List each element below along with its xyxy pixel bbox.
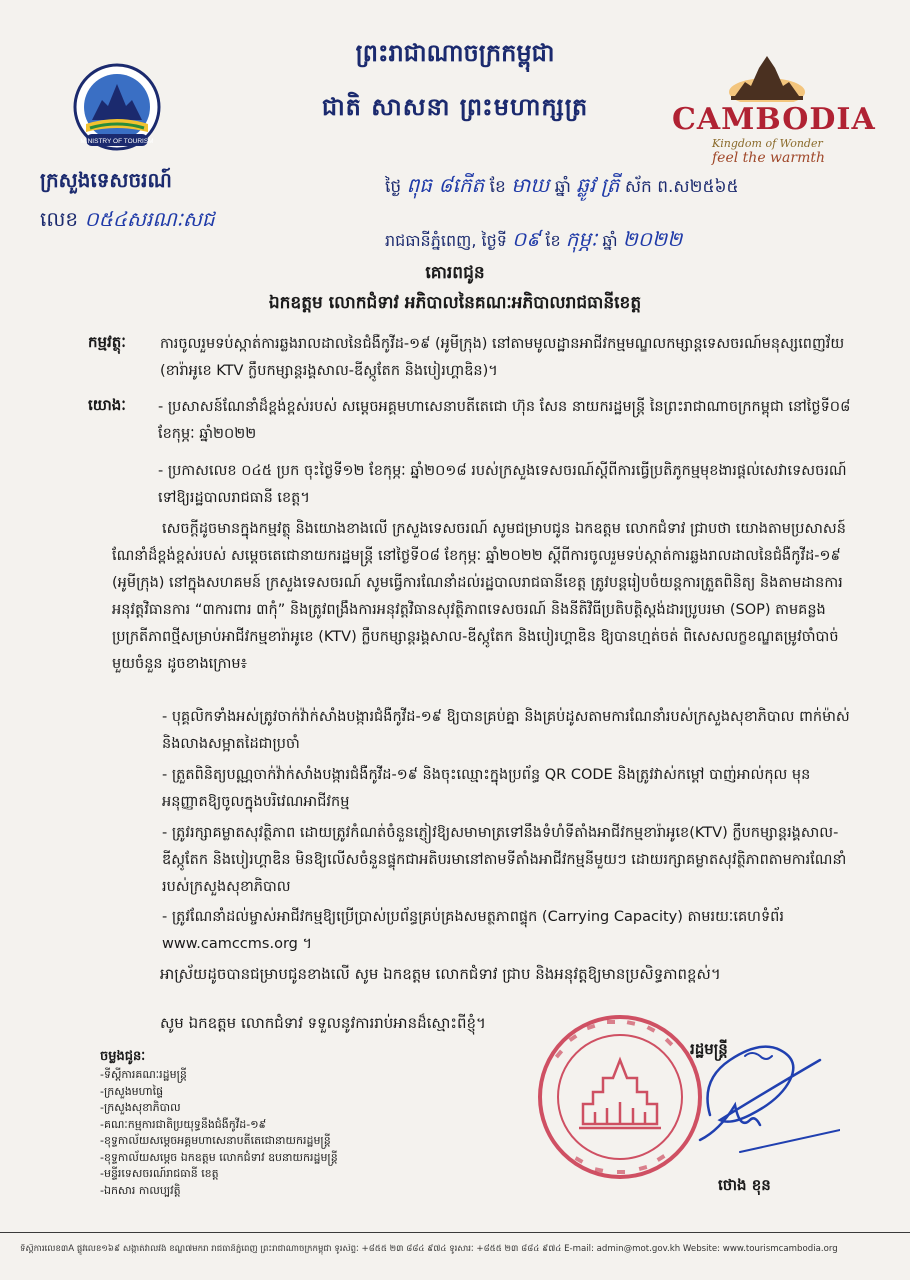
cc-title: ចម្លងជូនៈ (100, 1049, 146, 1064)
lunar-month-label: ខែ (489, 177, 506, 197)
subject-label: កម្មវត្ថុៈ (88, 333, 126, 351)
lunar-day-label: ថ្ងៃ (385, 177, 402, 197)
brand-wordmark: CAMBODIA (672, 102, 876, 137)
cc-item: -ទីស្តីការគណៈរដ្ឋមន្ត្រី (100, 1068, 187, 1081)
issuing-ministry: ក្រសួងទេសចរណ៍ (40, 168, 172, 192)
cc-list (100, 1067, 338, 1199)
brand-subtitle: Kingdom of Wonder (712, 137, 823, 150)
reference-item: - ប្រកាសលេខ ០៤៥ ប្រក ចុះថ្ងៃទី១២ ខែកុម្ភៈ ឆ្នាំ២០១៨ របស់ក្រសួងទេសចរណ៍ស្តីពីការធ្វើប្រតិភូកម្មមុខងារផ្តល់សេវាទេសចរណ៍ទៅឱ្យរដ្ឋបាលរាជធានី ខេត្ត។ (158, 463, 847, 506)
body-paragraph: សេចក្តីដូចមានក្នុងកម្មវត្ថុ និងយោងខាងលើ ក្រសួងទេសចរណ៍ សូមជម្រាបជូន ឯកឧត្តម លោកជំទាវ ជ្រាបថា យោងតាមប្រសាសន៍ណែនាំដ៏ខ្ពង់ខ្ពស់របស់ សម្តេចតេជោនាយករដ្ឋមន្ត្រី នៅថ្ងៃទី០៨ ខែកុម្ភៈ ឆ្នាំ២០២២ ស្តីពីការចូលរួមទប់ស្កាត់ការឆ្លងរាលដាលនៃជំងឺកូវីដ-១៩ (អូមីក្រុង) នៅក្នុងសហគមន៍ ក្រសួងទេសចរណ៍ សូមធ្វើការណែនាំដល់រដ្ឋបាលរាជធានីខេត្ត ត្រូវបន្តរៀបចំយន្តការត្រួតពិនិត្យ និងតាមដានការអនុវត្តវិធានការ “៣ការពារ ៣កុំ” និងត្រូវពង្រឹងការអនុវត្តវិធានសុវត្ថិភាពទេសចរណ៍ និងនីតិវិធីប្រតិបត្តិស្តង់ដារប្រូបរមា (SOP) តាមគន្លងប្រក្រតីភាពថ្មីសម្រាប់អាជីវកម្មខារ៉ាអូខេ (KTV) ក្លឹបកម្សាន្តរង្គសាល-ឌីស្កូតែក និងបៀរហ្គាឌិន ឱ្យបានហ្មត់ចត់ ពិសេសលក្ខខណ្ឌតម្រូវចាំបាច់មួយចំនួន ដូចខាងក្រោម៖ (112, 521, 846, 672)
reference-value: ០៥៤សរណៈសជ (84, 207, 215, 231)
lunar-era-label: ត្រី (600, 173, 620, 197)
closing-regards: សូម ឯកឧត្តម លោកជំទាវ ទទួលនូវការរាប់អានដ៏ស្មោះពីខ្ញុំ។ (160, 1014, 486, 1032)
requirement-item: - ត្រូវណែនាំដល់ម្ចាស់អាជីវកម្មឱ្យប្រើប្រាស់ប្រព័ន្ធគ្រប់គ្រងសមត្ថភាពផ្ទុក (Carrying Capacity) តាមរយៈគេហទំព័រ www.camccms.org ។ (162, 909, 784, 952)
requirement-item: - ត្រួតពិនិត្យបណ្ណចាក់វ៉ាក់សាំងបង្ការជំងឺកូវីដ-១៩ និងចុះឈ្មោះក្នុងប្រព័ន្ធ QR CODE និងត្រូវវាស់កម្តៅ បាញ់អាល់កុល មុនអនុញ្ញាតឱ្យចូលក្នុងបរិវេណអាជីវកម្ម (162, 767, 811, 810)
civil-year: ២០២២ (622, 227, 683, 251)
reference-number (40, 206, 215, 236)
cc-item: -ក្រសួងមហាផ្ទៃ (100, 1084, 164, 1098)
subject-text: ការចូលរួមទប់ស្កាត់ការឆ្លងរាលដាលនៃជំងឺកូវីដ-១៩ (អូមីក្រុង) នៅតាមមូលដ្ឋានអាជីវកម្មមណ្ឌលកម្សាន្តទេសចរណ៍មនុស្សពេញវ័យ (ខារ៉ាអូខេ KTV ក្លឹបកម្សាន្តរង្គសាល-ឌីស្កូតែក និងបៀរហ្គាឌិន)។ (160, 336, 845, 379)
closing-request: អាស្រ័យដូចបានជម្រាបជូនខាងលើ សូម ឯកឧត្តម លោកជំទាវ ជ្រាប និងអនុវត្តឱ្យមានប្រសិទ្ធភាពខ្ពស់។ (160, 965, 721, 983)
brand-tagline: feel the warmth (712, 150, 825, 166)
lunar-date (385, 172, 739, 202)
requirement-item: - ត្រូវរក្សាគម្លាតសុវត្ថិភាព ដោយត្រូវកំណត់ចំនួនភ្ញៀវឱ្យសមាមាត្រទៅនឹងទំហំទីតាំងអាជីវកម្មខារ៉ាអូខេ(KTV) ក្លឹបកម្សាន្តរង្គសាល-ឌីស្កូតែក និងបៀរហ្គាឌិន មិនឱ្យលើសចំនួនផ្ទុកជាអតិបរមានៅតាមទីតាំងអាជីវកម្មនីមួយៗ ដោយរក្សាគម្លាតសុវត្ថិភាពតាមការណែនាំរបស់ក្រសួងសុខាភិបាល (162, 825, 847, 895)
cc-item: -ក្រសួងសុខាភិបាល (100, 1101, 181, 1114)
ministry-of-tourism-logo-icon (72, 62, 162, 152)
salutation: គោរពជូន (425, 263, 485, 283)
footer-divider (0, 1232, 910, 1233)
cc-item: -មន្ទីរទេសចរណ៍រាជធានី ខេត្ត (100, 1167, 219, 1180)
civil-month-label: ខែ (545, 231, 561, 250)
cc-item: -គណៈកម្មការជាតិប្រយុទ្ធនឹងជំងឺកូវីដ-១៩ (100, 1117, 267, 1131)
civil-date-place: រាជធានីភ្នំពេញ, ថ្ងៃទី (385, 231, 507, 250)
civil-year-label: ឆ្នាំ (602, 231, 618, 250)
lunar-day: ពុធ ៨កើត (406, 173, 485, 197)
lunar-year: ឆ្លូវ (576, 173, 596, 197)
references-label: យោងៈ (88, 396, 126, 414)
lunar-era: ស័ក ព.ស២៥៦៥ (624, 177, 739, 197)
cc-item: -ឯកសារ កាលប្បវត្តិ (100, 1183, 181, 1197)
civil-day: ០៩ (511, 227, 541, 251)
signatory-name: ថោង ខុន (718, 1176, 771, 1194)
kingdom-heading: ព្រះរាជាណាចក្រកម្ពុជា (355, 38, 555, 67)
national-motto: ជាតិ សាសនា ព្រះមហាក្សត្រ (321, 92, 589, 121)
cambodia-kingdom-of-wonder-logo (672, 52, 876, 167)
footer-contact: ទីស្តីការលេខ៣A ផ្លូវលេខ១៦៩ សង្កាត់វាលវង់ ខណ្ឌ៧មករា រាជធានីភ្នំពេញ ព្រះរាជាណាចក្រកម្ពុជា ទូរស័ព្ទៈ +៨៥៥ ២៣ ៨៨៤ ៩៧៤ ទូរសារៈ +៨៥៥ ២៣ ៨៨៤ ៩៧៤ E-mail: admin@mot.gov.kh Website: www.tourismcambodia.org (20, 1244, 838, 1254)
civil-date (385, 226, 682, 256)
cc-item: -ខុទ្ទកាល័យសម្តេចអគ្គមហាសេនាបតីតេជោនាយករដ្ឋមន្ត្រី (100, 1134, 331, 1147)
cc-item: -ខុទ្ទកាល័យសម្តេច ឯកឧត្តម លោកជំទាវ ឧបនាយករដ្ឋមន្ត្រី (100, 1150, 338, 1164)
angkor-wat-icon (727, 52, 807, 102)
reference-item: - ប្រសាសន៍ណែនាំដ៏ខ្ពង់ខ្ពស់របស់ សម្តេចអគ្គមហាសេនាបតីតេជោ ហ៊ុន សែន នាយករដ្ឋមន្ត្រី នៃព្រះរាជាណាចក្រកម្ពុជា នៅថ្ងៃទី០៨ ខែកុម្ភៈ ឆ្នាំ២០២២ (158, 399, 851, 442)
svg-text:MINISTRY OF TOURISM: MINISTRY OF TOURISM (80, 138, 154, 145)
reference-label: លេខ (40, 207, 79, 231)
signatory-title: រដ្ឋមន្ត្រី (690, 1040, 728, 1058)
lunar-year-label: ឆ្នាំ (554, 177, 571, 197)
lunar-month: មាឃ (511, 173, 550, 197)
requirement-item: - បុគ្គលិកទាំងអស់ត្រូវចាក់វ៉ាក់សាំងបង្ការជំងឺកូវីដ-១៩ ឱ្យបានគ្រប់គ្នា និងគ្រប់ដូសតាមការណែនាំរបស់ក្រសួងសុខាភិបាល ពាក់ម៉ាស់ និងលាងសម្អាតដៃជាប្រចាំ (162, 709, 850, 752)
signature-icon (640, 1020, 840, 1170)
civil-month: កុម្ភៈ (565, 227, 598, 251)
recipient: ឯកឧត្តម លោកជំទាវ អភិបាលនៃគណៈអភិបាលរាជធានីខេត្ត (268, 293, 642, 313)
